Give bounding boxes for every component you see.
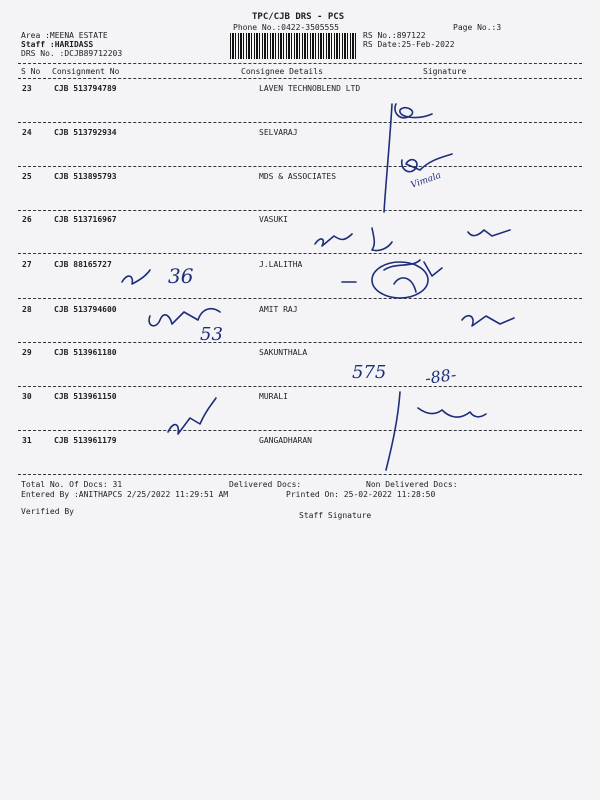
- row-consignment: CJB 513895793: [54, 172, 117, 181]
- note-53: 53: [200, 324, 223, 345]
- row-divider: [18, 298, 582, 299]
- signature-row28: [462, 316, 514, 326]
- note-scribble-28: [149, 309, 220, 326]
- row-consignment: CJB 513794600: [54, 305, 117, 314]
- row-sno: 28: [22, 305, 32, 314]
- staff-label: Staff :HARIDASS: [21, 40, 94, 49]
- row-consignee: MURALI: [259, 392, 288, 401]
- signature-circle-27: [372, 262, 428, 298]
- entered-by: Entered By :ANITHAPCS 2/25/2022 11:29:51 AM: [21, 490, 229, 499]
- signature-row27: [384, 260, 442, 292]
- signature-row24: [402, 154, 452, 172]
- page-number: Page No.:3: [453, 23, 502, 32]
- row-consignee: SELVARAJ: [259, 128, 298, 137]
- document-title: TPC/CJB DRS - PCS: [252, 12, 345, 22]
- divider: [18, 63, 582, 64]
- row-consignment: CJB 513961150: [54, 392, 117, 401]
- signature-row30: [168, 398, 216, 434]
- row-consignment: CJB 513792934: [54, 128, 117, 137]
- row-consignee: J.LALITHA: [259, 260, 303, 269]
- row-divider: [18, 210, 582, 211]
- signature-long-stroke: [384, 104, 392, 212]
- row-sno: 23: [22, 84, 32, 93]
- phone-number: Phone No.:0422-3505555: [233, 23, 339, 32]
- row-sno: 31: [22, 436, 32, 445]
- delivered-docs: Delivered Docs:: [229, 480, 302, 489]
- note-36: 36: [168, 264, 194, 288]
- row-consignment: CJB 513794789: [54, 84, 117, 93]
- rs-number: RS No.:897122: [363, 31, 426, 40]
- signature-row30-right: [418, 408, 486, 417]
- row-consignee: MDS & ASSOCIATES: [259, 172, 337, 181]
- row-sno: 29: [22, 348, 32, 357]
- col-consignee: Consignee Details: [241, 67, 323, 76]
- total-docs: Total No. Of Docs: 31: [21, 480, 123, 489]
- row-sno: 27: [22, 260, 32, 269]
- row-consignment: CJB 513716967: [54, 215, 117, 224]
- staff-signature: Staff Signature: [299, 511, 372, 520]
- note-scribble-27: [122, 270, 150, 284]
- col-sno: S No: [21, 67, 41, 76]
- note-575: 575: [352, 362, 387, 383]
- row-divider: [18, 253, 582, 254]
- row-divider: [18, 386, 582, 387]
- note-88: -88-: [423, 364, 458, 388]
- col-signature: Signature: [423, 67, 467, 76]
- verified-by: Verified By: [21, 507, 74, 516]
- row-sno: 26: [22, 215, 32, 224]
- row-consignee: VASUKI: [259, 215, 288, 224]
- signature-vimala: Vimala: [409, 170, 443, 191]
- row-consignee: SAKUNTHALA: [259, 348, 308, 357]
- row-divider: [18, 474, 582, 475]
- row-divider: [18, 166, 582, 167]
- row-divider: [18, 342, 582, 343]
- row-sno: 30: [22, 392, 32, 401]
- row-divider: [18, 122, 582, 123]
- row-consignee: AMIT RAJ: [259, 305, 298, 314]
- row-consignee: GANGADHARAN: [259, 436, 312, 445]
- row-sno: 24: [22, 128, 32, 137]
- row-consignment: CJB 513961179: [54, 436, 117, 445]
- row-consignment: CJB 513961180: [54, 348, 117, 357]
- printed-on: Printed On: 25-02-2022 11:28:50: [286, 490, 436, 499]
- signature-row23: [395, 104, 432, 118]
- row-consignment: CJB 88165727: [54, 260, 112, 269]
- col-consignment: Consignment No: [52, 67, 120, 76]
- non-delivered-docs: Non Delivered Docs:: [366, 480, 458, 489]
- area-label: Area :MEENA ESTATE: [21, 31, 108, 40]
- signature-row26: [315, 228, 510, 251]
- rs-date: RS Date:25-Feb-2022: [363, 40, 455, 49]
- row-divider: [18, 430, 582, 431]
- signature-long-stroke-30: [386, 392, 400, 470]
- divider: [18, 78, 582, 79]
- barcode: [230, 33, 356, 59]
- drs-number: DRS No. :DCJB89712203: [21, 49, 123, 58]
- row-sno: 25: [22, 172, 32, 181]
- row-consignee: LAVEN TECHNOBLEND LTD: [259, 84, 361, 93]
